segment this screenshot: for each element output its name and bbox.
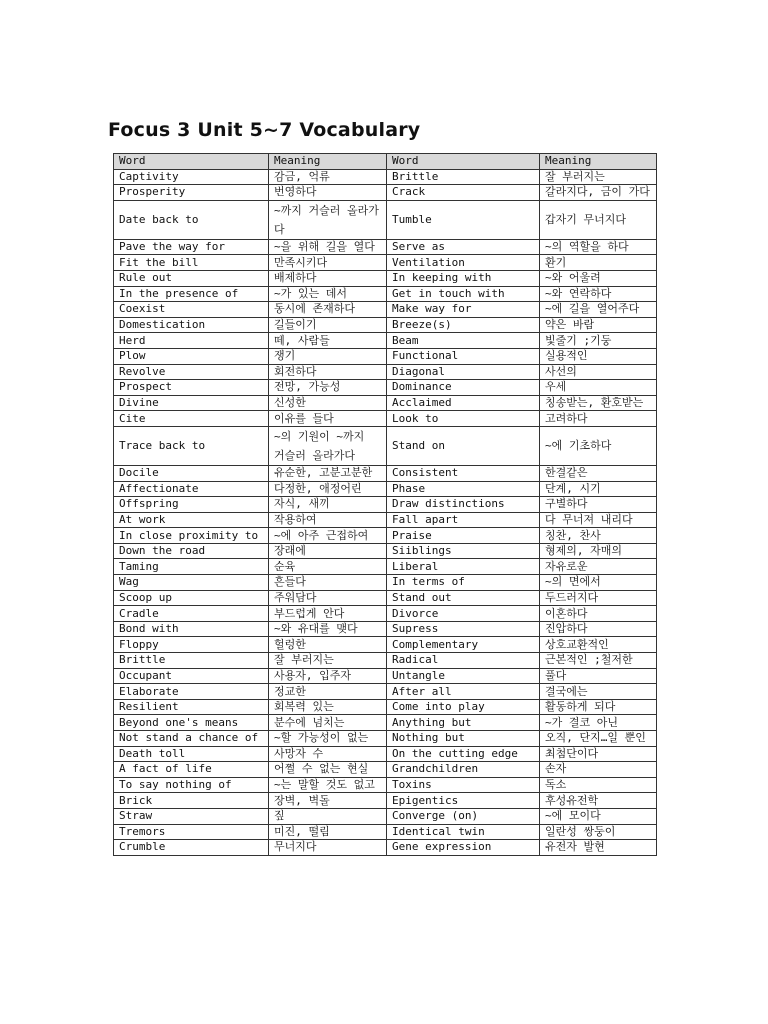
cell-word-2: Phase <box>387 481 540 497</box>
cell-meaning-2: 다 무너져 내리다 <box>540 512 657 528</box>
table-row <box>114 731 657 747</box>
cell-word-1: Brittle <box>114 653 269 669</box>
cell-word-1: Pave the way for <box>114 239 269 255</box>
cell-word-1: Revolve <box>114 364 269 380</box>
table-row <box>114 200 657 239</box>
cell-meaning-1: ~가 있는 데서 <box>269 286 387 302</box>
cell-meaning-2: 두드러지다 <box>540 590 657 606</box>
cell-meaning-2: 풀다 <box>540 668 657 684</box>
cell-word-1: Coexist <box>114 302 269 318</box>
cell-meaning-2: 약은 바람 <box>540 317 657 333</box>
cell-word-1: Brick <box>114 793 269 809</box>
table-row <box>114 497 657 513</box>
table-row <box>114 699 657 715</box>
table-row <box>114 317 657 333</box>
table-row <box>114 239 657 255</box>
cell-meaning-2: 오직, 단지…일 뿐인 <box>540 731 657 747</box>
table-row <box>114 762 657 778</box>
cell-word-1: Crumble <box>114 840 269 856</box>
header-word-2: Word <box>387 154 540 170</box>
cell-word-2: Converge (on) <box>387 808 540 824</box>
cell-meaning-1: 다정한, 애정어린 <box>269 481 387 497</box>
table-row <box>114 653 657 669</box>
table-row <box>114 715 657 731</box>
cell-word-2: Ventilation <box>387 255 540 271</box>
cell-word-1: Prospect <box>114 380 269 396</box>
table-row <box>114 840 657 856</box>
cell-meaning-1: 만족시키다 <box>269 255 387 271</box>
cell-meaning-1: 헐렁한 <box>269 637 387 653</box>
cell-word-1: Scoop up <box>114 590 269 606</box>
cell-word-1: Rule out <box>114 270 269 286</box>
cell-meaning-1: ~을 위해 길을 열다 <box>269 239 387 255</box>
cell-word-1: Herd <box>114 333 269 349</box>
cell-meaning-2: ~에 모이다 <box>540 808 657 824</box>
cell-meaning-2: 우세 <box>540 380 657 396</box>
table-row <box>114 255 657 271</box>
cell-word-1: In the presence of <box>114 286 269 302</box>
cell-word-2: On the cutting edge <box>387 746 540 762</box>
cell-word-2: Beam <box>387 333 540 349</box>
cell-word-1: Divine <box>114 395 269 411</box>
cell-word-1: Floppy <box>114 637 269 653</box>
cell-word-2: Divorce <box>387 606 540 622</box>
header-meaning-1: Meaning <box>269 154 387 170</box>
cell-meaning-1: 회전하다 <box>269 364 387 380</box>
table-row <box>114 575 657 591</box>
cell-meaning-2: 잘 부러지는 <box>540 169 657 185</box>
table-row <box>114 512 657 528</box>
cell-word-1: Taming <box>114 559 269 575</box>
cell-meaning-1: 회복력 있는 <box>269 699 387 715</box>
cell-word-1: Docile <box>114 465 269 481</box>
cell-meaning-2: 유전자 발현 <box>540 840 657 856</box>
cell-word-1: Plow <box>114 348 269 364</box>
table-row <box>114 777 657 793</box>
cell-word-2: Toxins <box>387 777 540 793</box>
cell-word-1: Date back to <box>114 200 269 239</box>
table-row <box>114 169 657 185</box>
table-row <box>114 543 657 559</box>
table-row <box>114 621 657 637</box>
cell-word-1: Trace back to <box>114 426 269 465</box>
cell-word-2: Dominance <box>387 380 540 396</box>
cell-meaning-2: 결국에는 <box>540 684 657 700</box>
cell-meaning-2: 손자 <box>540 762 657 778</box>
cell-meaning-1: 순육 <box>269 559 387 575</box>
cell-word-2: Come into play <box>387 699 540 715</box>
cell-meaning-2: ~와 연락하다 <box>540 286 657 302</box>
cell-meaning-2: 자유로운 <box>540 559 657 575</box>
cell-word-2: Epigentics <box>387 793 540 809</box>
table-row <box>114 411 657 427</box>
table-row <box>114 637 657 653</box>
table-row <box>114 746 657 762</box>
table-row <box>114 380 657 396</box>
cell-meaning-1: 배제하다 <box>269 270 387 286</box>
cell-word-1: To say nothing of <box>114 777 269 793</box>
table-row <box>114 302 657 318</box>
cell-meaning-2: 칭송받는, 환호받는 <box>540 395 657 411</box>
cell-word-2: Identical twin <box>387 824 540 840</box>
cell-meaning-2: ~가 결코 아닌 <box>540 715 657 731</box>
cell-word-1: Elaborate <box>114 684 269 700</box>
cell-word-2: Nothing but <box>387 731 540 747</box>
cell-meaning-1: 짚 <box>269 808 387 824</box>
cell-meaning-1: 흔들다 <box>269 575 387 591</box>
cell-word-2: Draw distinctions <box>387 497 540 513</box>
cell-meaning-1: ~의 기원이 ~까지 거슬러 올라가다 <box>269 426 387 465</box>
cell-meaning-2: 활동하게 되다 <box>540 699 657 715</box>
cell-word-1: Captivity <box>114 169 269 185</box>
cell-word-2: Crack <box>387 185 540 201</box>
table-row <box>114 185 657 201</box>
cell-meaning-2: 근본적인 ;철저한 <box>540 653 657 669</box>
cell-word-2: Grandchildren <box>387 762 540 778</box>
cell-meaning-2: 고려하다 <box>540 411 657 427</box>
cell-word-2: Serve as <box>387 239 540 255</box>
cell-word-1: Prosperity <box>114 185 269 201</box>
cell-word-1: Bond with <box>114 621 269 637</box>
cell-meaning-1: 무너지다 <box>269 840 387 856</box>
cell-meaning-1: 부드럽게 안다 <box>269 606 387 622</box>
cell-meaning-2: 단계, 시기 <box>540 481 657 497</box>
cell-meaning-1: 사망자 수 <box>269 746 387 762</box>
table-row <box>114 481 657 497</box>
cell-meaning-1: 신성한 <box>269 395 387 411</box>
cell-word-2: Praise <box>387 528 540 544</box>
cell-meaning-2: ~에 길을 열어주다 <box>540 302 657 318</box>
cell-meaning-1: 떼, 사람들 <box>269 333 387 349</box>
cell-meaning-2: 구별하다 <box>540 497 657 513</box>
cell-meaning-1: 잘 부러지는 <box>269 653 387 669</box>
cell-word-1: Cite <box>114 411 269 427</box>
cell-word-1: Tremors <box>114 824 269 840</box>
cell-word-1: Cradle <box>114 606 269 622</box>
cell-word-1: A fact of life <box>114 762 269 778</box>
cell-word-2: Complementary <box>387 637 540 653</box>
cell-word-2: Get in touch with <box>387 286 540 302</box>
cell-word-2: Look to <box>387 411 540 427</box>
cell-meaning-2: 칭찬, 찬사 <box>540 528 657 544</box>
table-row <box>114 808 657 824</box>
table-row <box>114 606 657 622</box>
cell-word-2: Tumble <box>387 200 540 239</box>
table-header-row <box>114 154 657 170</box>
cell-meaning-1: ~까지 거슬러 올라가다 <box>269 200 387 239</box>
table-row <box>114 333 657 349</box>
cell-meaning-1: 미진, 떨림 <box>269 824 387 840</box>
cell-meaning-1: 주워담다 <box>269 590 387 606</box>
cell-word-2: Liberal <box>387 559 540 575</box>
table-row <box>114 364 657 380</box>
cell-word-2: Acclaimed <box>387 395 540 411</box>
cell-word-1: Domestication <box>114 317 269 333</box>
cell-word-1: Resilient <box>114 699 269 715</box>
cell-meaning-2: 한결같은 <box>540 465 657 481</box>
cell-word-1: Death toll <box>114 746 269 762</box>
cell-meaning-2: ~에 기초하다 <box>540 426 657 465</box>
cell-meaning-1: ~는 말할 것도 없고 <box>269 777 387 793</box>
cell-word-1: At work <box>114 512 269 528</box>
cell-word-2: Stand on <box>387 426 540 465</box>
cell-meaning-2: 환기 <box>540 255 657 271</box>
cell-meaning-1: 동시에 존재하다 <box>269 302 387 318</box>
cell-word-1: Occupant <box>114 668 269 684</box>
cell-meaning-2: ~와 어울려 <box>540 270 657 286</box>
page-title: Focus 3 Unit 5~7 Vocabulary <box>108 119 421 141</box>
cell-meaning-1: ~에 아주 근접하여 <box>269 528 387 544</box>
cell-word-1: Not stand a chance of <box>114 731 269 747</box>
cell-meaning-1: 쟁기 <box>269 348 387 364</box>
cell-word-2: After all <box>387 684 540 700</box>
table-row <box>114 270 657 286</box>
cell-meaning-1: 번영하다 <box>269 185 387 201</box>
table-row <box>114 668 657 684</box>
cell-meaning-1: 전망, 가능성 <box>269 380 387 396</box>
cell-meaning-1: 정교한 <box>269 684 387 700</box>
cell-meaning-1: 작용하여 <box>269 512 387 528</box>
table-row <box>114 348 657 364</box>
cell-meaning-2: 이혼하다 <box>540 606 657 622</box>
cell-meaning-2: 빛줄기 ;기둥 <box>540 333 657 349</box>
cell-word-2: Supress <box>387 621 540 637</box>
cell-meaning-2: 갈라지다, 금이 가다 <box>540 185 657 201</box>
cell-meaning-2: 사선의 <box>540 364 657 380</box>
cell-meaning-2: 진압하다 <box>540 621 657 637</box>
cell-meaning-2: 최첨단이다 <box>540 746 657 762</box>
table-row <box>114 528 657 544</box>
cell-word-1: In close proximity to <box>114 528 269 544</box>
cell-meaning-1: 자식, 새끼 <box>269 497 387 513</box>
cell-word-1: Down the road <box>114 543 269 559</box>
cell-word-2: Untangle <box>387 668 540 684</box>
cell-word-1: Beyond one's means <box>114 715 269 731</box>
cell-word-1: Wag <box>114 575 269 591</box>
cell-word-2: Brittle <box>387 169 540 185</box>
cell-word-2: Siiblings <box>387 543 540 559</box>
cell-meaning-2: 독소 <box>540 777 657 793</box>
cell-meaning-2: 상호교환적인 <box>540 637 657 653</box>
cell-word-2: In terms of <box>387 575 540 591</box>
table-row <box>114 465 657 481</box>
cell-word-2: In keeping with <box>387 270 540 286</box>
header-meaning-2: Meaning <box>540 154 657 170</box>
cell-meaning-1: 길들이기 <box>269 317 387 333</box>
cell-word-2: Radical <box>387 653 540 669</box>
cell-word-2: Stand out <box>387 590 540 606</box>
cell-word-2: Functional <box>387 348 540 364</box>
cell-meaning-1: 감금, 억류 <box>269 169 387 185</box>
table-row <box>114 395 657 411</box>
cell-word-2: Make way for <box>387 302 540 318</box>
cell-word-2: Fall apart <box>387 512 540 528</box>
cell-word-2: Consistent <box>387 465 540 481</box>
cell-meaning-1: 장벽, 벽돌 <box>269 793 387 809</box>
cell-meaning-2: ~의 면에서 <box>540 575 657 591</box>
cell-word-1: Fit the bill <box>114 255 269 271</box>
cell-meaning-1: 장래에 <box>269 543 387 559</box>
cell-meaning-1: 이유를 들다 <box>269 411 387 427</box>
table-row <box>114 426 657 465</box>
cell-meaning-2: 실용적인 <box>540 348 657 364</box>
table-row <box>114 793 657 809</box>
cell-meaning-2: 갑자기 무너지다 <box>540 200 657 239</box>
table-row <box>114 824 657 840</box>
cell-meaning-1: ~와 유대를 맺다 <box>269 621 387 637</box>
cell-word-2: Anything but <box>387 715 540 731</box>
cell-word-2: Diagonal <box>387 364 540 380</box>
vocabulary-table <box>113 153 657 856</box>
cell-meaning-1: 어쩔 수 없는 현실 <box>269 762 387 778</box>
cell-meaning-1: 분수에 넘치는 <box>269 715 387 731</box>
cell-meaning-1: ~할 가능성이 없는 <box>269 731 387 747</box>
cell-word-2: Breeze(s) <box>387 317 540 333</box>
cell-word-2: Gene expression <box>387 840 540 856</box>
cell-word-1: Offspring <box>114 497 269 513</box>
table-row <box>114 684 657 700</box>
cell-meaning-1: 유순한, 고분고분한 <box>269 465 387 481</box>
table-row <box>114 559 657 575</box>
cell-meaning-1: 사용자, 입주자 <box>269 668 387 684</box>
cell-meaning-2: 후성유전학 <box>540 793 657 809</box>
cell-meaning-2: ~의 역할을 하다 <box>540 239 657 255</box>
cell-meaning-2: 일란성 쌍둥이 <box>540 824 657 840</box>
table-row <box>114 590 657 606</box>
header-word-1: Word <box>114 154 269 170</box>
cell-word-1: Affectionate <box>114 481 269 497</box>
cell-word-1: Straw <box>114 808 269 824</box>
table-row <box>114 286 657 302</box>
cell-meaning-2: 형제의, 자매의 <box>540 543 657 559</box>
